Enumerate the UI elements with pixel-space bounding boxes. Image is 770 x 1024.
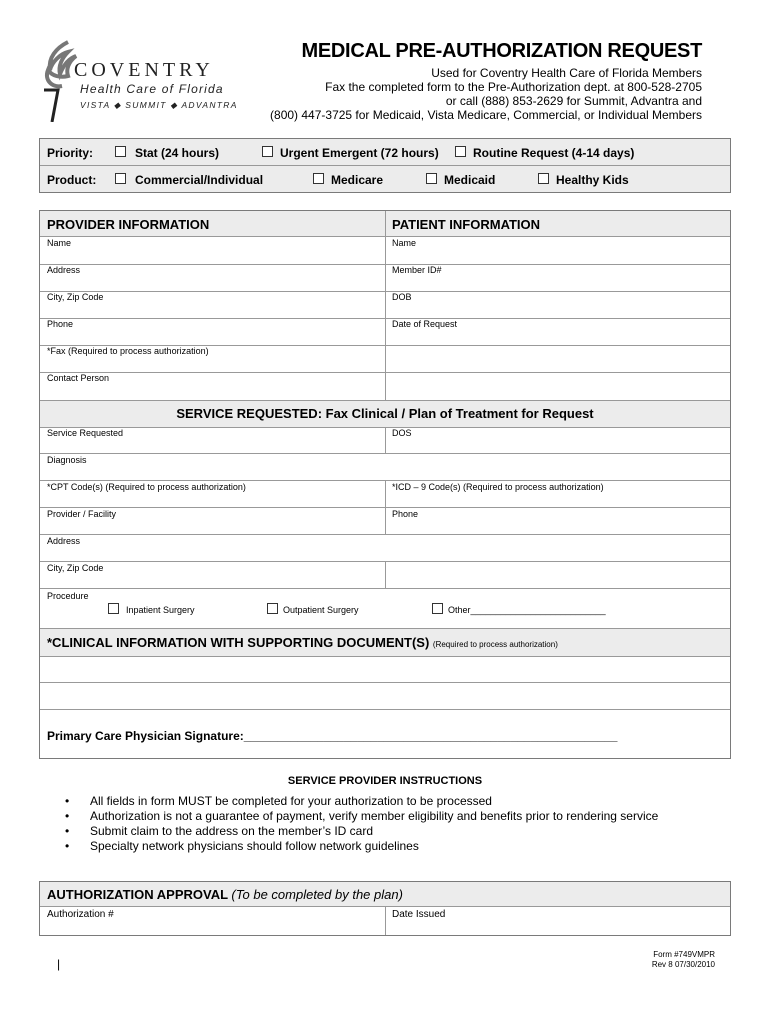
product-medicaid-label: Medicaid [444,173,496,187]
bullet-icon: • [65,824,70,838]
procedure-outpatient-checkbox[interactable] [267,603,278,614]
product-medicare-checkbox[interactable] [313,173,324,184]
instruction-item: All fields in form MUST be completed for your authorization to be processed [90,794,492,808]
priority-urgent-label: Urgent Emergent (72 hours) [280,146,439,160]
clinical-line-2[interactable] [40,683,730,709]
service-cityzip-field[interactable]: City, Zip Code [47,563,104,573]
instruction-item: Submit claim to the address on the member’s ID card [90,824,374,838]
authorization-number-field[interactable]: Authorization # [47,909,114,920]
form-revision: Rev 8 07/30/2010 [651,960,715,969]
column-divider [385,561,386,588]
service-requested-field[interactable]: Service Requested [47,428,124,438]
row-line [40,291,730,292]
patient-name-field[interactable]: Name [392,238,417,248]
provider-name-field[interactable]: Name [47,238,72,248]
product-commercial-label: Commercial/Individual [135,173,264,187]
patient-heading: PATIENT INFORMATION [392,217,541,232]
coventry-logo [38,40,248,122]
date-issued-field[interactable]: Date Issued [392,909,446,920]
procedure-outpatient-label: Outpatient Surgery [283,605,359,615]
product-label: Product: [47,173,97,187]
approval-heading [47,887,403,902]
product-medicare-label: Medicare [331,173,384,187]
header-line-2: Fax the completed form to the Pre-Authorization dept. at 800-528-2705 [325,80,702,94]
page-mark: | [57,957,61,971]
priority-stat-label: Stat (24 hours) [135,146,220,160]
instruction-item: Authorization is not a guarantee of payment, verify member eligibility and benefits prior to rendering service [90,809,659,823]
bullet-icon: • [65,794,70,808]
row-line [40,372,730,373]
column-divider [385,427,386,453]
clinical-heading [47,635,558,650]
procedure-inpatient-label: Inpatient Surgery [126,605,195,615]
page-title: MEDICAL PRE-AUTHORIZATION REQUEST [301,40,702,62]
service-phone-field[interactable]: Phone [392,509,419,519]
header-line-3: or call (888) 853-2629 for Summit, Advantra and [445,94,702,108]
clinical-heading-text: *CLINICAL INFORMATION WITH SUPPORTING DOCUMENT(S) [47,635,430,650]
provider-contact-field[interactable]: Contact Person [47,373,110,383]
service-heading: SERVICE REQUESTED: Fax Clinical / Plan of Treatment for Request [176,406,594,421]
row-line [40,588,730,589]
header-line-1: Used for Coventry Health Care of Florida Members [431,66,702,80]
pcp-signature-field[interactable]: Primary Care Physician Signature:________________________________________________________ [47,729,618,743]
instructions-heading: SERVICE PROVIDER INSTRUCTIONS [287,775,483,787]
service-icd-field[interactable]: *ICD – 9 Code(s) (Required to process authorization) [392,482,604,492]
clinical-line-1[interactable] [40,656,730,682]
priority-urgent-checkbox[interactable] [262,146,273,157]
provider-cityzip-field[interactable]: City, Zip Code [47,292,104,302]
logo-plans: VISTA ◆ SUMMIT ◆ ADVANTRA [80,100,238,110]
product-healthykids-checkbox[interactable] [538,173,549,184]
procedure-other-field[interactable]: Other___________________________ [448,605,606,615]
bullet-icon: • [65,839,70,853]
procedure-inpatient-checkbox[interactable] [108,603,119,614]
provider-fax-field[interactable]: *Fax (Required to process authorization) [47,346,209,356]
row-line [40,453,730,454]
priority-label: Priority: [47,146,94,160]
form-number: Form #749VMPR [653,950,715,959]
row-line [40,709,730,710]
column-divider [385,906,386,935]
service-dos-field[interactable]: DOS [392,428,412,438]
service-diagnosis-field[interactable]: Diagnosis [47,455,87,465]
clinical-heading-note: (Required to process authorization) [432,640,558,649]
row-line [40,318,730,319]
product-medicaid-checkbox[interactable] [426,173,437,184]
patient-dob-field[interactable]: DOB [392,292,412,302]
header-line-4: (800) 447-3725 for Medicaid, Vista Medicare, Commercial, or Individual Members [270,108,702,122]
approval-heading-note: (To be completed by the plan) [231,887,403,902]
row-line [40,534,730,535]
patient-daterequest-field[interactable]: Date of Request [392,319,458,329]
logo-name: COVENTRY [74,59,214,81]
service-provider-facility-field[interactable]: Provider / Facility [47,509,117,519]
priority-routine-label: Routine Request (4-14 days) [473,146,635,160]
row-line [40,264,730,265]
approval-heading-text: AUTHORIZATION APPROVAL [47,887,228,902]
patient-memberid-field[interactable]: Member ID# [392,265,442,275]
service-procedure-label: Procedure [47,591,89,601]
procedure-other-checkbox[interactable] [432,603,443,614]
product-commercial-checkbox[interactable] [115,173,126,184]
divider [40,165,730,166]
service-address-field[interactable]: Address [47,536,81,546]
product-healthykids-label: Healthy Kids [556,173,629,187]
logo-subtitle: Health Care of Florida [80,82,224,96]
provider-heading: PROVIDER INFORMATION [47,217,210,232]
provider-address-field[interactable]: Address [47,265,81,275]
instruction-item: Specialty network physicians should follow network guidelines [90,839,419,853]
priority-stat-checkbox[interactable] [115,146,126,157]
priority-routine-checkbox[interactable] [455,146,466,157]
row-line [40,507,730,508]
bullet-icon: • [65,809,70,823]
provider-phone-field[interactable]: Phone [47,319,74,329]
service-cpt-field[interactable]: *CPT Code(s) (Required to process authorization) [47,482,246,492]
